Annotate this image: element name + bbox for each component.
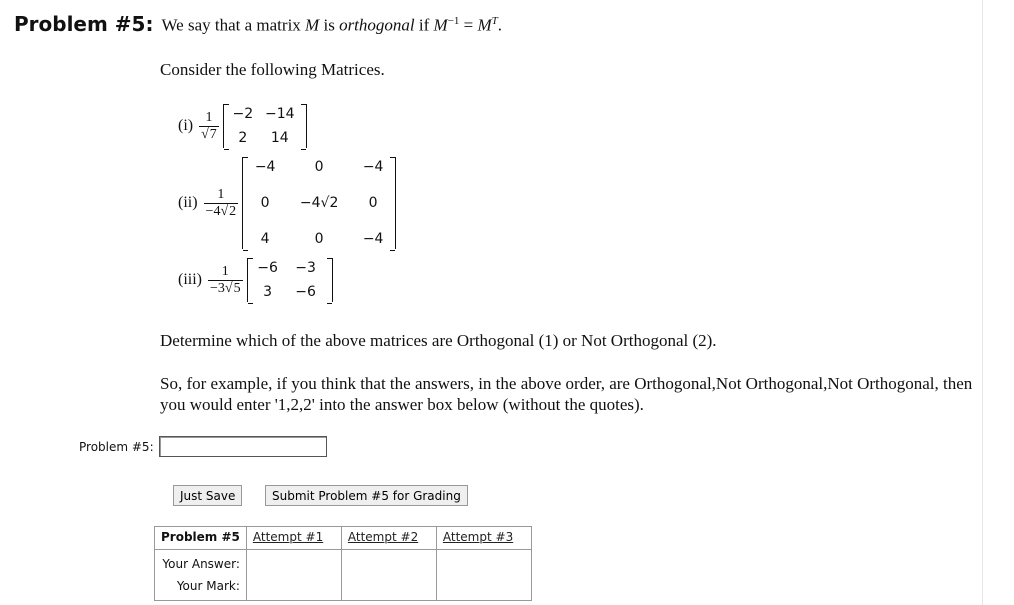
problem-label: Problem #5:: [14, 12, 154, 36]
attempts-table: [154, 526, 532, 601]
matrix-cell: −6: [257, 260, 278, 276]
answer-label: Problem #5:: [79, 440, 154, 454]
your-mark-label: Your Mark:: [176, 579, 240, 593]
matrix-cell: −3: [295, 260, 316, 276]
attempts-row-labels: [155, 550, 247, 601]
attempts-header-row: [155, 527, 532, 550]
example-text: So, for example, if you think that the answers, in the above order, are Orthogonal,Not Orthogonal,Not Orthogonal, then you would enter '1,2,2' into the answer box below (without the quotes).: [160, 374, 973, 414]
just-save-button[interactable]: Just Save: [173, 485, 242, 506]
matrix-grid: [223, 104, 307, 148]
matrix-cell: 0: [260, 195, 270, 211]
attempt-3-link[interactable]: Attempt #3: [442, 530, 514, 544]
matrix-cell: −4√2: [299, 195, 339, 211]
consider-text: Consider the following Matrices.: [160, 60, 385, 79]
matrix-grid: [242, 157, 396, 249]
matrix-cell: −6: [295, 284, 316, 300]
page-right-border: [982, 0, 983, 605]
attempt-1-link[interactable]: Attempt #1: [252, 530, 324, 544]
matrix-cell: 4: [260, 231, 270, 247]
matrix-cell: 3: [263, 284, 273, 300]
attempts-body-row: [155, 550, 532, 601]
problem-header: [14, 12, 502, 36]
matrix-cell: −4: [254, 159, 276, 175]
matrix-cell: 2: [238, 130, 248, 146]
matrix-ii: [178, 157, 396, 249]
instructions-text: Determine which of the above matrices are Orthogonal (1) or Not Orthogonal (2).: [160, 331, 717, 350]
matrix-scalar: $\frac{1}{-3√5}$: [210, 263, 241, 296]
answer-input[interactable]: [159, 436, 327, 457]
matrix-scalar: $\frac{1}{√7}$: [201, 109, 217, 142]
matrix-cell: 0: [314, 231, 324, 247]
matrix-label: (i): [178, 117, 194, 134]
attempt-1-cell: [246, 550, 341, 601]
attempts-problem-header: Problem #5: [155, 527, 247, 550]
attempt-3-cell: [436, 550, 531, 601]
matrix-cell: −4: [362, 159, 384, 175]
matrix-scalar: $\frac{1}{-4√2}$: [205, 186, 237, 219]
matrix-i: [178, 104, 307, 148]
your-answer-label: Your Answer:: [162, 557, 240, 571]
matrix-cell: 14: [270, 130, 289, 146]
matrix-iii: [178, 258, 333, 302]
matrix-label: (ii): [178, 194, 198, 211]
submit-for-grading-button[interactable]: Submit Problem #5 for Grading: [265, 485, 468, 506]
matrix-cell: −2: [232, 106, 254, 122]
attempt-2-cell: [341, 550, 436, 601]
matrix-cell: −14: [265, 106, 295, 122]
matrix-cell: −4: [362, 231, 384, 247]
matrix-cell: 0: [314, 159, 324, 175]
matrix-label: (iii): [178, 271, 202, 288]
problem-statement: We say that a matrix M is orthogonal if $M^{-1} = M^T$.: [161, 15, 503, 35]
matrix-grid: [247, 258, 333, 302]
attempt-2-link[interactable]: Attempt #2: [347, 530, 419, 544]
matrix-cell: 0: [368, 195, 378, 211]
